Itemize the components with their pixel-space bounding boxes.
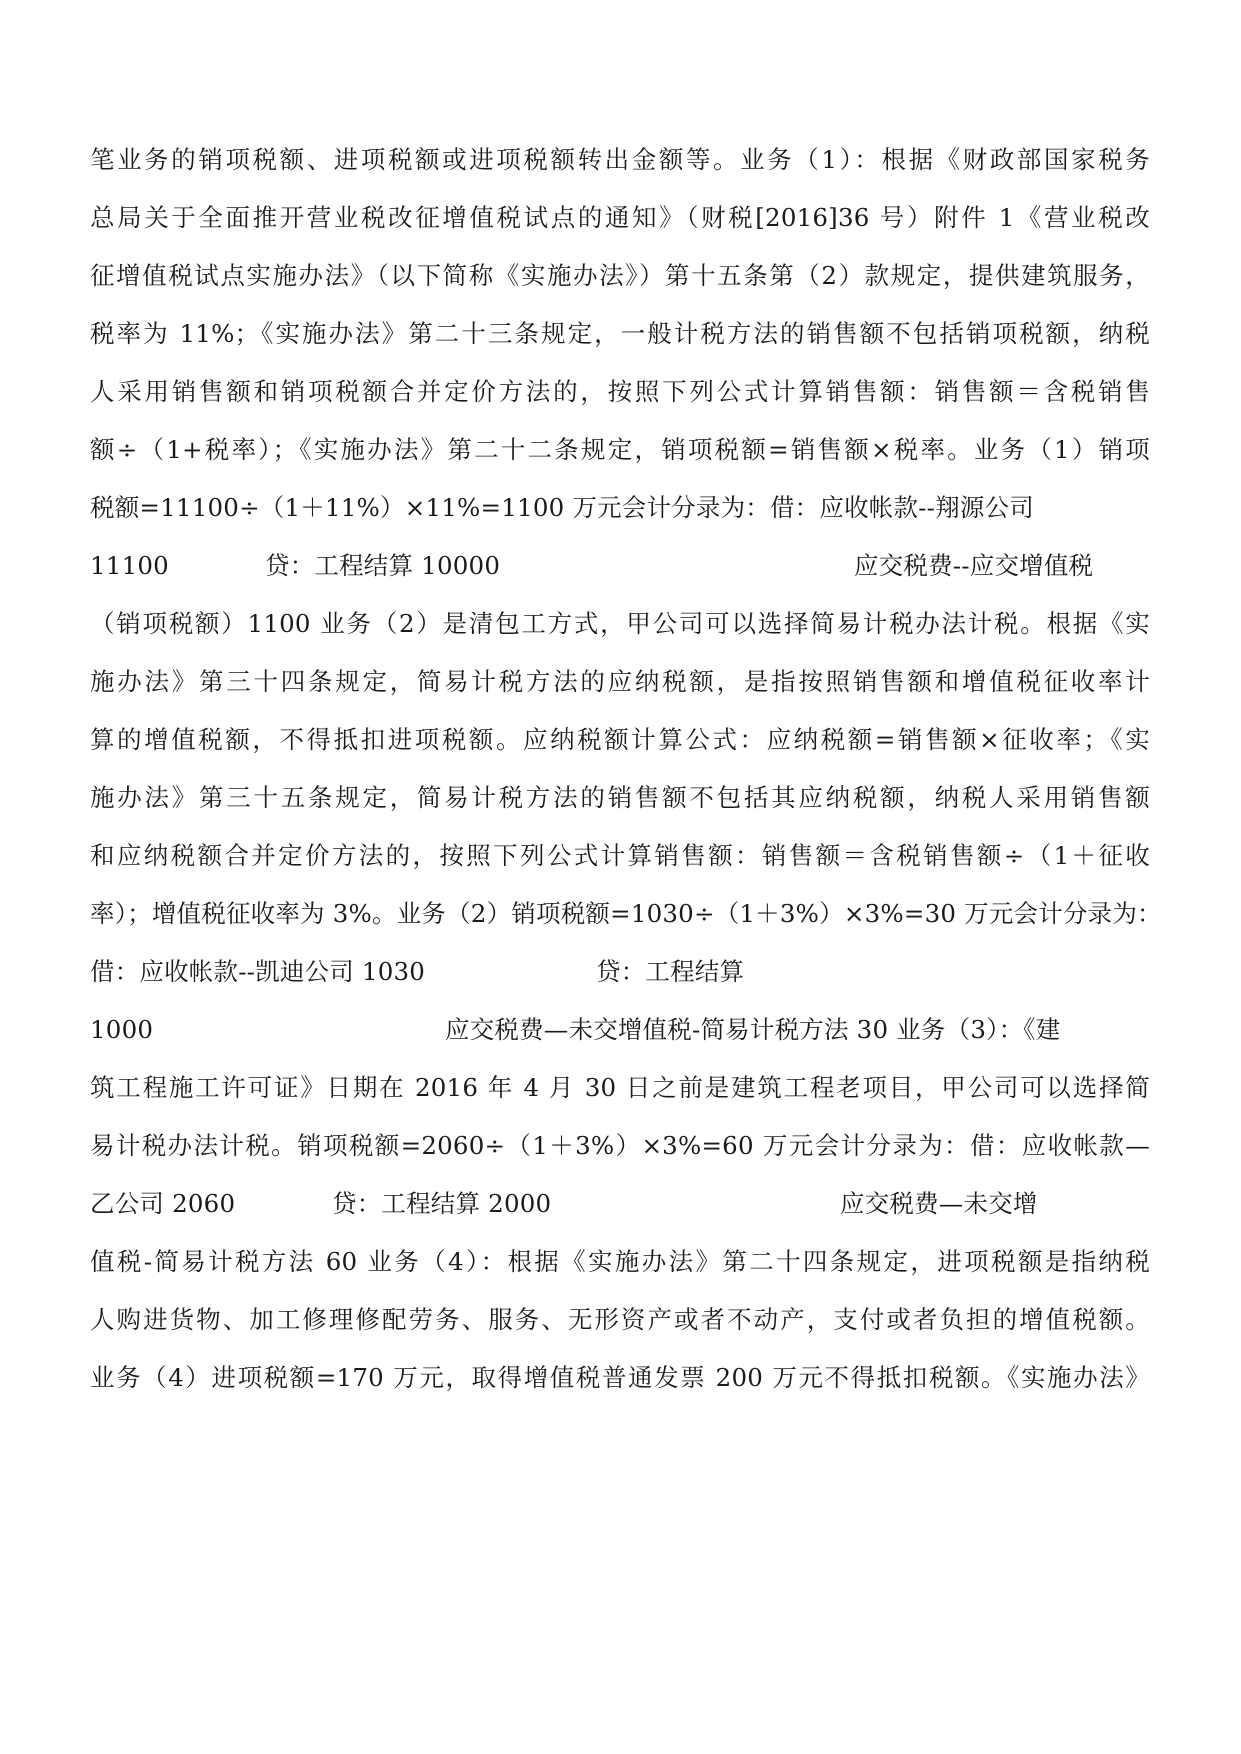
entry-row — [90, 1184, 1150, 1224]
entry-row — [90, 952, 1150, 992]
body-line: 率）；增值税征收率为 3%。业务（2）销项税额=1030÷（1＋3%）×3%=30 万元会计分录为： — [90, 899, 1162, 928]
body-line: 征增值税试点实施办法》（以下简称《实施办法》）第十五条第（2）款规定，提供建筑服务， — [90, 261, 1150, 290]
body-line: 人采用销售额和销项税额合并定价方法的，按照下列公式计算销售额：销售额＝含税销售 — [90, 377, 1150, 406]
body-line: 人购进货物、加工修理修配劳务、服务、无形资产或者不动产，支付或者负担的增值税额。 — [90, 1305, 1150, 1334]
entry-debit-amount: 11100 — [90, 551, 169, 580]
entry-row — [90, 1010, 1150, 1050]
entry-row — [90, 546, 1150, 586]
entry-credit-account: 应交税费—未交增 — [840, 1189, 1038, 1218]
entry-credit: 贷：工程结算 — [596, 957, 745, 986]
entry-debit-amount: 乙公司 2060 — [90, 1189, 236, 1218]
body-line: （销项税额）1100 业务（2）是清包工方式，甲公司可以选择简易计税办法计税。根据《实 — [90, 609, 1150, 638]
body-line: 施办法》第三十五条规定，简易计税方法的销售额不包括其应纳税额，纳税人采用销售额 — [90, 783, 1150, 812]
body-line: 和应纳税额合并定价方法的，按照下列公式计算销售额：销售额＝含税销售额÷（1＋征收 — [90, 841, 1150, 870]
body-line: 总局关于全面推开营业税改征增值税试点的通知》（财税[2016]36 号）附件 1《营业税改 — [90, 203, 1150, 232]
entry-credit-amount: 1000 — [90, 1015, 154, 1044]
body-line: 筑工程施工许可证》日期在 2016 年 4 月 30 日之前是建筑工程老项目，甲公司可以选择简 — [90, 1073, 1150, 1102]
entry-debit: 借：应收帐款--凯迪公司 1030 — [90, 957, 426, 986]
body-line: 笔业务的销项税额、进项税额或进项税额转出金额等。业务（1）：根据《财政部国家税务 — [90, 145, 1150, 174]
body-line: 易计税办法计税。销项税额=2060÷（1＋3%）×3%=60 万元会计分录为：借：应收帐款— — [90, 1131, 1150, 1160]
body-line: 额÷（1+税率）；《实施办法》第二十二条规定，销项税额=销售额×税率。业务（1）销项 — [90, 435, 1150, 464]
body-line: 业务（4）进项税额=170 万元，取得增值税普通发票 200 万元不得抵扣税额。《实施办法》 — [90, 1363, 1150, 1392]
body-line: 值税-简易计税方法 60 业务（4）：根据《实施办法》第二十四条规定，进项税额是指纳税 — [90, 1247, 1150, 1276]
body-line: 税率为 11%；《实施办法》第二十三条规定，一般计税方法的销售额不包括销项税额，纳税 — [90, 319, 1150, 348]
entry-credit: 贷：工程结算 2000 — [332, 1189, 552, 1218]
entry-credit-account: 应交税费--应交增值税 — [854, 551, 1094, 580]
body-line: 算的增值税额，不得抵扣进项税额。应纳税额计算公式：应纳税额=销售额×征收率；《实 — [90, 725, 1150, 754]
entry-credit-account: 应交税费—未交增值税-简易计税方法 30 业务（3）：《建 — [445, 1015, 1061, 1044]
body-line: 施办法》第三十四条规定，简易计税方法的应纳税额，是指按照销售额和增值税征收率计 — [90, 667, 1150, 696]
body-line: 税额=11100÷（1＋11%）×11%=1100 万元会计分录为：借：应收帐款--翔源公司 — [90, 493, 1034, 522]
entry-credit: 贷：工程结算 10000 — [265, 551, 501, 580]
